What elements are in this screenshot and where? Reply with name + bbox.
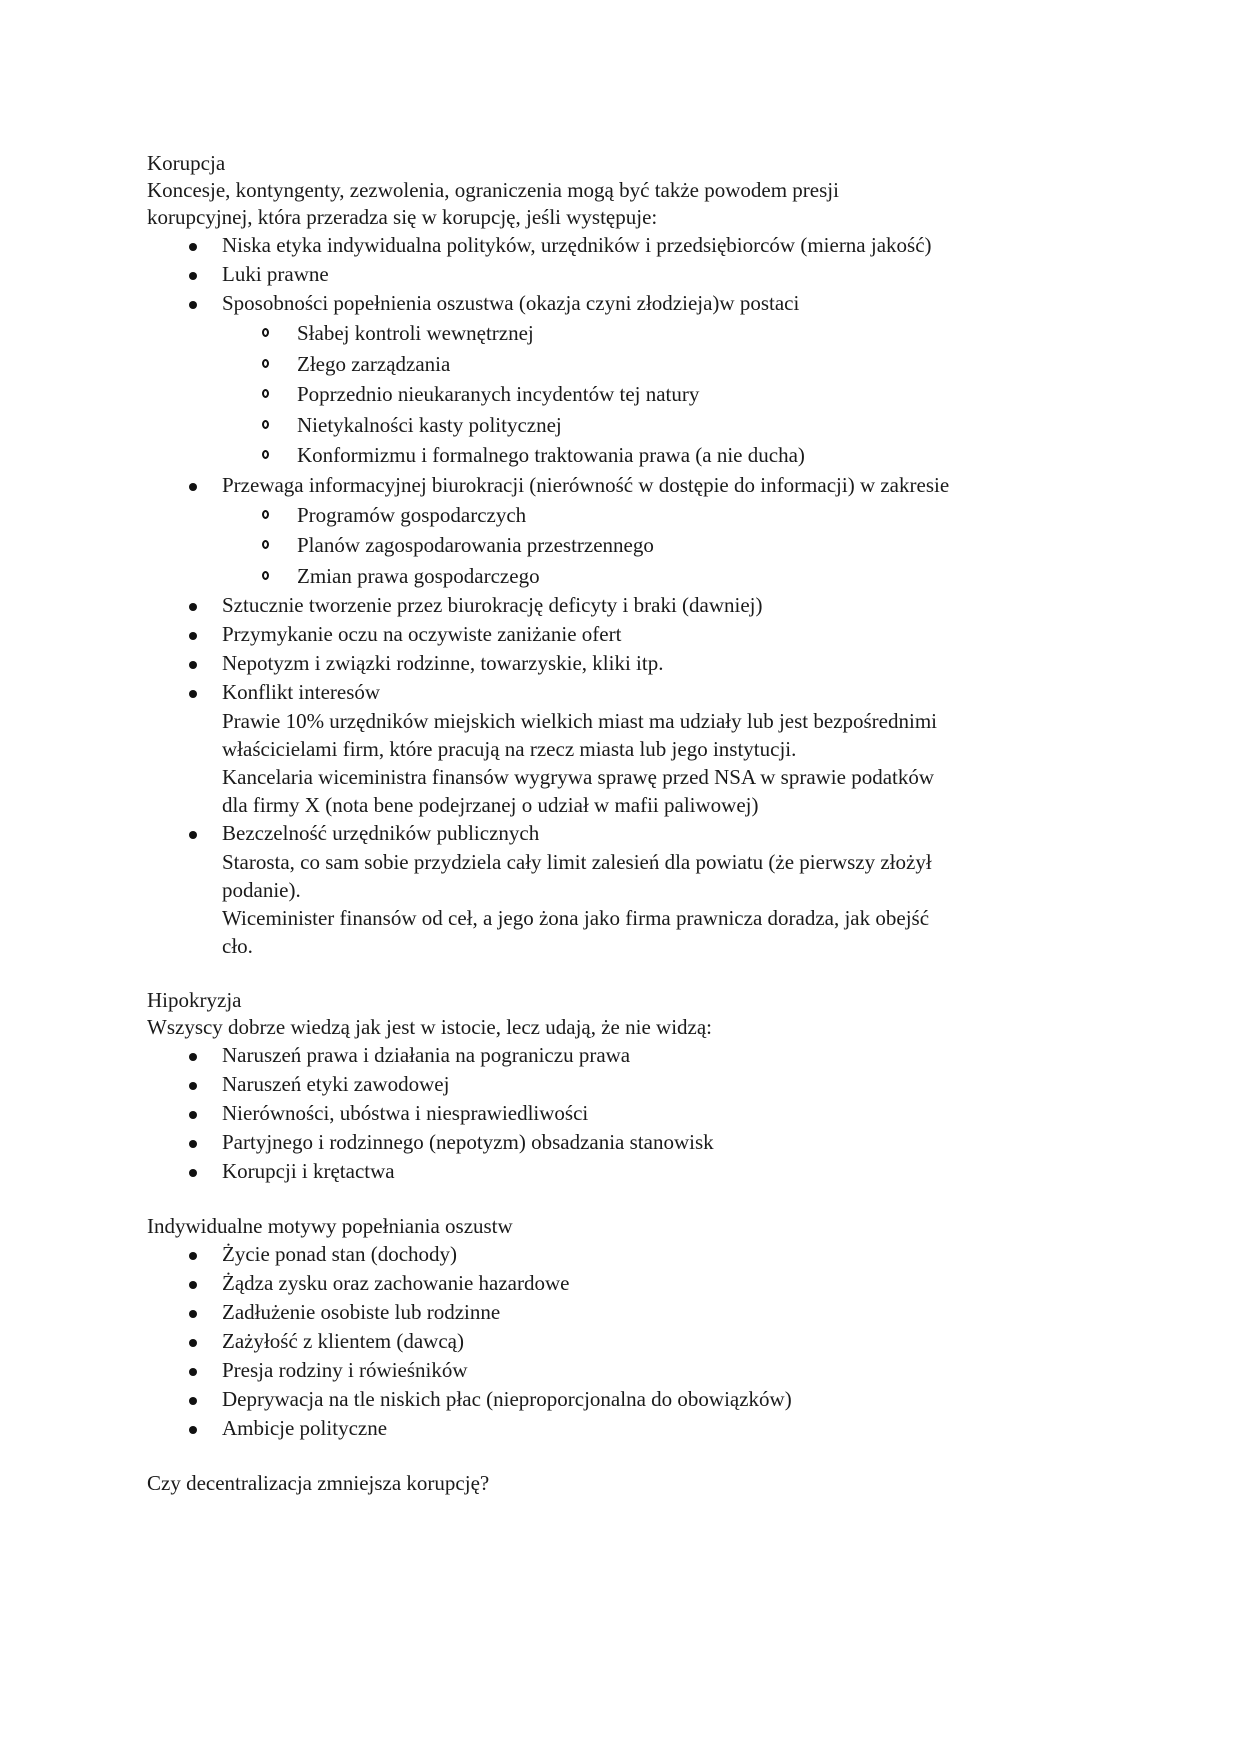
list-item [147, 1298, 1107, 1327]
korupcja-intro-line-1: Koncesje, kontyngenty, zezwolenia, ograniczenia mogą być także powodem presji [147, 178, 839, 202]
list-item-text: Żądza zysku oraz zachowanie hazardowe [222, 1271, 570, 1295]
list-item-text: Zażyłość z klientem (dawcą) [222, 1329, 464, 1353]
list-item [147, 1269, 1107, 1298]
bullet-icon [189, 1053, 197, 1061]
list-item [147, 260, 1107, 289]
bullet-icon [189, 603, 197, 611]
bullet-icon [189, 243, 197, 251]
korupcja-list [147, 231, 1107, 960]
section-title-motywy: Indywidualne motywy popełniania oszustw [147, 1214, 513, 1238]
sublist-item [222, 410, 1107, 441]
bullet-icon [189, 690, 197, 698]
sublist-item-text: Konformizmu i formalnego traktowania prawa (a nie ducha) [297, 443, 805, 467]
note-line: Wiceminister finansów od ceł, a jego żona jako firma prawnicza doradza, jak obejść [222, 906, 930, 930]
list-item-text: Bezczelność urzędników publicznych [222, 821, 540, 845]
bullet-icon [189, 1281, 197, 1289]
circle-bullet-icon [262, 510, 269, 519]
sublist-item [222, 561, 1107, 592]
circle-bullet-icon [262, 359, 269, 368]
circle-bullet-icon [262, 420, 269, 429]
note-line: cło. [222, 934, 253, 958]
closing-question: Czy decentralizacja zmniejsza korupcję? [147, 1471, 490, 1495]
list-item-text: Naruszeń prawa i działania na pograniczu prawa [222, 1043, 631, 1067]
sublist-item [222, 440, 1107, 471]
list-item [147, 1356, 1107, 1385]
list-item-text: Przewaga informacyjnej biurokracji (nierówność w dostępie do informacji) w zakresie [222, 472, 950, 497]
blank-line [147, 960, 1107, 987]
list-item-text: Deprywacja na tle niskich płac (nieproporcjonalna do obowiązków) [222, 1387, 792, 1411]
list-item [147, 1041, 1107, 1070]
circle-bullet-icon [262, 571, 269, 580]
blank-line [147, 1186, 1107, 1213]
sublist-sposobnosci [222, 318, 1107, 471]
note-line: dla firmy X (nota bene podejrzanej o udział w mafii paliwowej) [222, 793, 759, 817]
list-item-text: Zadłużenie osobiste lub rodzinne [222, 1300, 501, 1324]
list-item [147, 1099, 1107, 1128]
sublist-item [222, 500, 1107, 531]
note-line: podanie). [222, 878, 301, 902]
note-line: Prawie 10% urzędników miejskich wielkich miast ma udziały lub jest bezpośrednimi [222, 709, 937, 733]
sublist-item-text: Programów gospodarczych [297, 502, 527, 527]
list-item [147, 678, 1107, 819]
sublist-item [222, 349, 1107, 380]
list-item-text: Partyjnego i rodzinnego (nepotyzm) obsadzania stanowisk [222, 1130, 714, 1154]
bullet-icon [189, 632, 197, 640]
list-item-text: Presja rodziny i rówieśników [222, 1358, 468, 1382]
list-item-text: Korupcji i krętactwa [222, 1159, 395, 1183]
sublist-item-text: Nietykalności kasty politycznej [297, 412, 562, 437]
bullet-icon [189, 831, 197, 839]
bullet-icon [189, 1169, 197, 1177]
list-item [147, 1327, 1107, 1356]
document-body [147, 150, 1107, 1497]
list-item-text: Przymykanie oczu na oczywiste zaniżanie ofert [222, 622, 622, 646]
list-item [147, 289, 1107, 471]
bullet-icon [189, 1426, 197, 1434]
korupcja-intro-line-2: korupcyjnej, która przeradza się w korupcję, jeśli występuje: [147, 205, 658, 229]
list-item-text: Luki prawne [222, 262, 329, 286]
list-item-text: Niska etyka indywidualna polityków, urzędników i przedsiębiorców (mierna jakość) [222, 233, 932, 257]
bullet-icon [189, 1339, 197, 1347]
hipokryzja-intro: Wszyscy dobrze wiedzą jak jest w istocie, lecz udają, że nie widzą: [147, 1015, 713, 1039]
bullet-icon [189, 483, 197, 491]
sublist-item [222, 530, 1107, 561]
circle-bullet-icon [262, 540, 269, 549]
list-item-text: Życie ponad stan (dochody) [222, 1242, 458, 1266]
section-title-korupcja: Korupcja [147, 151, 226, 175]
sublist-item-text: Poprzednio nieukaranych incydentów tej natury [297, 382, 700, 406]
list-item [147, 649, 1107, 678]
bullet-icon [189, 272, 197, 280]
hipokryzja-list [147, 1041, 1107, 1186]
motywy-list [147, 1240, 1107, 1443]
list-item-text: Naruszeń etyki zawodowej [222, 1072, 450, 1096]
bullet-icon [189, 1368, 197, 1376]
sublist-item-text: Zmian prawa gospodarczego [297, 563, 540, 588]
list-item-text: Sztucznie tworzenie przez biurokrację deficyty i braki (dawniej) [222, 593, 763, 617]
list-item [147, 231, 1107, 260]
list-item [147, 591, 1107, 620]
list-item-text: Nierówności, ubóstwa i niesprawiedliwości [222, 1101, 589, 1125]
circle-bullet-icon [262, 450, 269, 459]
sublist-item [222, 379, 1107, 410]
bullet-icon [189, 1397, 197, 1405]
sublist-item-text: Planów zagospodarowania przestrzennego [297, 533, 654, 557]
list-item [147, 1128, 1107, 1157]
note-line: Starosta, co sam sobie przydziela cały limit zalesień dla powiatu (że pierwszy złożył [222, 850, 932, 874]
list-item [147, 1240, 1107, 1269]
bullet-icon [189, 1140, 197, 1148]
list-item [147, 1385, 1107, 1414]
list-item-text: Nepotyzm i związki rodzinne, towarzyskie, kliki itp. [222, 651, 664, 675]
bullet-icon [189, 661, 197, 669]
list-item [147, 1414, 1107, 1443]
bullet-icon [189, 1082, 197, 1090]
blank-line [147, 1443, 1107, 1470]
sublist-przewaga [222, 500, 1107, 592]
list-item [147, 471, 1107, 592]
note-line: właścicielami firm, które pracują na rzecz miasta lub jego instytucji. [222, 737, 797, 761]
bullet-icon [189, 301, 197, 309]
circle-bullet-icon [262, 389, 269, 398]
list-item-text: Ambicje polityczne [222, 1416, 388, 1440]
note-line: Kancelaria wiceministra finansów wygrywa sprawę przed NSA w sprawie podatków [222, 765, 935, 789]
list-item [147, 1070, 1107, 1099]
bullet-icon [189, 1111, 197, 1119]
list-item [147, 620, 1107, 649]
sublist-item-text: Złego zarządzania [297, 351, 451, 376]
sublist-item [222, 318, 1107, 349]
list-item [147, 819, 1107, 960]
bullet-icon [189, 1310, 197, 1318]
sublist-item-text: Słabej kontroli wewnętrznej [297, 321, 534, 345]
list-item-text: Konflikt interesów [222, 680, 381, 704]
circle-bullet-icon [262, 328, 269, 337]
bullet-icon [189, 1252, 197, 1260]
list-item [147, 1157, 1107, 1186]
section-title-hipokryzja: Hipokryzja [147, 988, 242, 1012]
list-item-text: Sposobności popełnienia oszustwa (okazja czyni złodzieja)w postaci [222, 291, 800, 315]
